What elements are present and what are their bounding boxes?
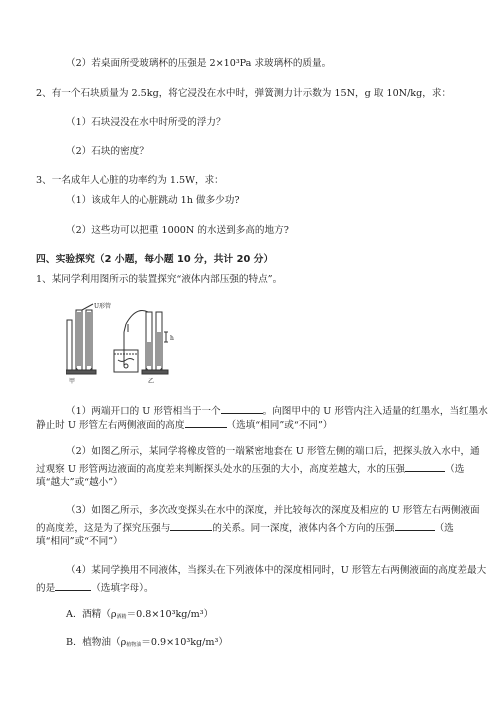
option-value: ＝0.8×10³kg/m³）: [126, 609, 214, 620]
u-tube-b-drawing: [142, 312, 168, 374]
text: 的高度差，这是为了探究压强与: [36, 523, 171, 534]
problem-line: （2）若桌面所受玻璃杯的压强是 2×10³Pa 求玻璃杯的质量。: [66, 58, 332, 69]
answer-blank[interactable]: [405, 461, 445, 472]
section-heading: 四、实验探究（2 小题，每小题 10 分，共计 20 分）: [36, 254, 274, 265]
problem-line: （2）这些功可以把重 1000N 的水送到多高的地方?: [66, 225, 289, 236]
problem-line: 3、一名成年人心脏的功率约为 1.5W，求：: [36, 175, 224, 186]
question-part-4-cont: [36, 580, 154, 595]
question-part-1-cont: [36, 417, 332, 432]
question-part-2-cont2: 填“越大”或“越小”）: [36, 477, 123, 488]
problem-line: （1）石块浸没在水中时所受的浮力？: [66, 117, 226, 128]
text: （1）两端开口的 U 形管相当于一个: [66, 406, 221, 417]
question-part-4: （4）某同学换用不同液体，当探头在下列液体中的深度相同时，U 形管左右两侧液面的高度差最大: [66, 565, 487, 576]
answer-blank[interactable]: [185, 417, 227, 428]
apparatus-figure: [66, 302, 206, 384]
text: 过观察 U 形管两边液面的高度差来判断探头处水的压强的大小，高度差越大，水的压强: [36, 464, 406, 475]
label-h: h: [170, 335, 174, 342]
option-subscript: 植物油: [126, 642, 142, 648]
label-b: 乙: [148, 378, 155, 384]
answer-blank[interactable]: [221, 403, 263, 414]
label-a: 甲: [69, 378, 76, 384]
label-u-tube: U形管: [94, 303, 112, 310]
beaker-drawing: [114, 311, 148, 373]
question-part-2-cont: [36, 461, 464, 476]
answer-blank[interactable]: [170, 520, 212, 531]
text: 的关系。同一深度，液体内各个方向的压强: [212, 523, 395, 534]
problem-line: 2、有一个石块质量为 2.5kg，将它浸没在水中时，弹簧测力计示数为 15N，g 取 10N/kg，求：: [36, 88, 452, 99]
question-part-3: （3）如图乙所示，多次改变探头在水中的深度，并比较每次的深度及相应的 U 形管左右两侧液面: [66, 505, 480, 516]
text: 静止时 U 形管左右两侧液面的高度: [36, 420, 185, 431]
text: 。向图甲中的 U 形管内注入适量的红墨水，当红墨水: [262, 406, 488, 417]
answer-blank[interactable]: [395, 520, 435, 531]
option-letter: B.: [66, 637, 77, 648]
option-subscript: 酒精: [116, 614, 127, 620]
question-part-3-cont: [36, 520, 454, 535]
option-value: ＝0.9×10³kg/m³）: [141, 637, 228, 648]
text: （选: [434, 523, 454, 534]
option-name: 植物油（ρ: [82, 637, 127, 648]
answer-blank[interactable]: [55, 580, 91, 591]
text: （选: [445, 464, 465, 475]
question-part-2: （2）如图乙所示，某同学将橡皮管的一端紧密地套在 U 形管左侧的端口后，把探头放入水中，通: [66, 446, 480, 457]
problem-line: （1）该成年人的心脏跳动 1h 做多少功?: [66, 195, 240, 206]
option-name: 酒精（ρ: [82, 609, 117, 620]
text: 的是: [36, 583, 56, 594]
question-intro: 1、某同学利用图所示的装置探究“液体内部压强的特点”。: [36, 274, 283, 285]
option-letter: A.: [66, 609, 76, 620]
option-b[interactable]: [66, 636, 228, 652]
problem-line: （2）石块的密度？: [66, 146, 149, 157]
u-tube-a-drawing: [66, 304, 96, 374]
option-a[interactable]: [66, 608, 213, 624]
text: （选填字母）。: [91, 583, 154, 594]
text: （选填“相同”或“不同”）: [226, 420, 333, 431]
question-part-1: [66, 403, 488, 418]
question-part-3-cont2: 填“相同”或“不同”）: [36, 536, 123, 547]
